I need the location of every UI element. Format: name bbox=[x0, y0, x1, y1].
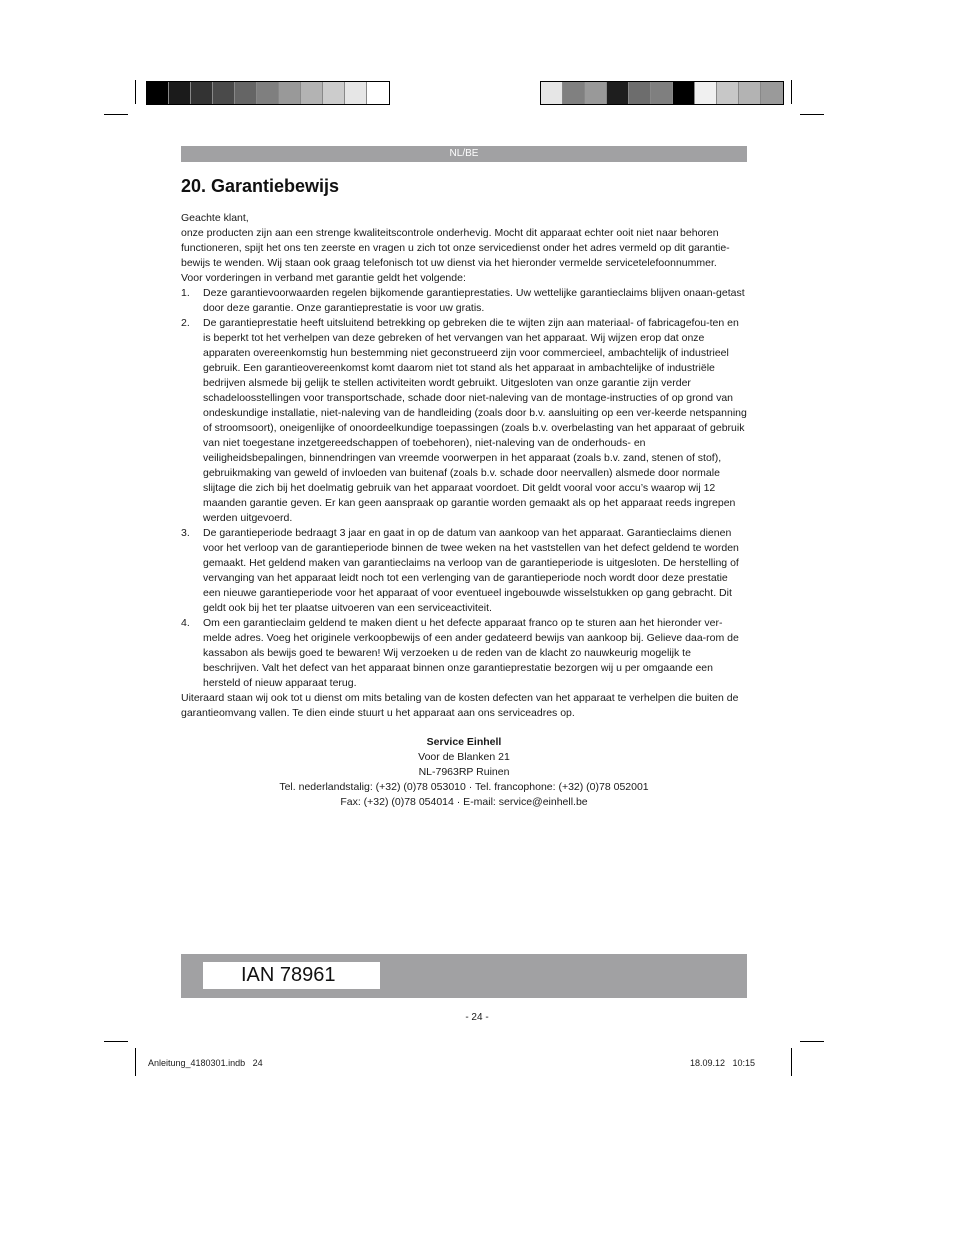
page-number: - 24 - bbox=[465, 1012, 489, 1023]
crop-mark-top-right-h bbox=[800, 114, 824, 115]
salutation: Geachte klant, bbox=[181, 212, 249, 224]
color-swatch bbox=[169, 82, 191, 104]
service-name: Service Einhell bbox=[426, 736, 502, 748]
crop-mark-bottom-left-v bbox=[135, 1048, 136, 1076]
color-swatch bbox=[629, 82, 651, 104]
footer-date-info: 18.09.12 10:15 bbox=[690, 1058, 756, 1068]
service-address-block bbox=[181, 735, 747, 810]
intro-paragraph: onze producten zijn aan een strenge kwaliteitscontrole onderhevig. Mocht dit apparaat echter ooit niet naar behoren functioneren, spijt het ons ten zeerste en vragen u zich tot onze servicedienst onder het adres vermeld op dit garantie-bewijs te wenden. Wij staan ook graag telefonisch tot uw dienst via het hieronder vermelde servicetelefoonnummer. bbox=[181, 227, 730, 269]
color-calibration-bar-left bbox=[146, 81, 390, 105]
list-item bbox=[181, 526, 747, 616]
service-street: Voor de Blanken 21 bbox=[418, 751, 510, 763]
crop-mark-bottom-left-h bbox=[104, 1041, 128, 1042]
list-item-text: Om een garantieclaim geldend te maken dient u het defecte apparaat franco op te sturen aan het hieronder ver-melde adres. Voeg het originele verkoopbewijs of een ander gedateerd bewijs van aankoop bij. Gelieve daa-rom de kassabon als bewijs goed te bewaren! Wij verzoeken u de reden van de klacht zo nauwkeurig mogelijk te beschrijven. Valt het defect van het apparaat binnen onze garantieprestatie bezorgen wij u per omgaande een hersteld of nieuw apparaat terug. bbox=[203, 617, 739, 689]
color-swatch bbox=[147, 82, 169, 104]
color-swatch bbox=[717, 82, 739, 104]
color-swatch bbox=[301, 82, 323, 104]
color-swatch bbox=[739, 82, 761, 104]
color-swatch bbox=[651, 82, 673, 104]
color-swatch bbox=[761, 82, 783, 104]
crop-mark-top-left-v bbox=[135, 80, 136, 104]
color-swatch bbox=[563, 82, 585, 104]
list-item-text: De garantieperiode bedraagt 3 jaar en gaat in op de datum van aankoop van het apparaat. Garantieclaims dienen voor het verloop van de garantieperiode binnen de twee weken na het vaststellen van het defect geldend te worden gemaakt. Het geldend maken van garantieclaims na verloop van de garantieperiode is uitgesloten. De herstelling of vervanging van het apparaat leidt noch tot een verlenging van de garantieperiode noch wordt door deze prestatie een nieuwe garantieperiode voor het apparaat of voor eventueel ingebouwde wisselstukken op gang gebracht. Dit geldt ook bij het ter plaatse uitvoeren van een serviceactiviteit. bbox=[203, 527, 739, 614]
list-item bbox=[181, 316, 747, 526]
color-swatch bbox=[235, 82, 257, 104]
color-swatch bbox=[257, 82, 279, 104]
list-item-text: Deze garantievoorwaarden regelen bijkomende garantieprestaties. Uw wettelijke garantieclaims blijven onaan-getast door deze garantie. Onze garantieprestatie is voor uw gratis. bbox=[203, 287, 745, 314]
color-swatch bbox=[607, 82, 629, 104]
footer-file-info: Anleitung_4180301.indb 24 bbox=[148, 1058, 263, 1068]
color-swatch bbox=[345, 82, 367, 104]
lead-paragraph: Voor vorderingen in verband met garantie geldt het volgende: bbox=[181, 272, 466, 284]
color-swatch bbox=[367, 82, 389, 104]
list-item-number: 2. bbox=[181, 317, 190, 329]
list-item-number: 4. bbox=[181, 617, 190, 629]
color-swatch bbox=[213, 82, 235, 104]
crop-mark-bottom-right-v bbox=[791, 1048, 792, 1076]
conditions-list bbox=[181, 286, 747, 691]
service-city: NL-7963RP Ruinen bbox=[418, 766, 510, 778]
list-item-text: De garantieprestatie heeft uitsluitend betrekking op gebreken die te wijten zijn aan materiaal- of fabricagefou-ten en is beperkt tot het verhelpen van deze gebreken of het vervangen van het apparaat. Wij wijzen erop dat onze apparaten overeenkomstig hun bestemming niet geconstrueerd zijn voor commercieel, ambachtelijk of industrieel gebruik. Een garantieovereenkomst komt daarom niet tot stand als het apparaat in ambachtelijke of industriële bedrijven alsmede bij gelijk te stellen activiteiten wordt gebruikt. Uitgesloten van onze garantie zijn verder schadeloosstellingen voor transportschade, schade door niet-naleving van de montage-instructies of op grond van ondeskundige installatie, niet-naleving van de handleiding (zoals door b.v. aansluiting op een ver-keerde netspanning of stroomsoort), oneigenlijke of onoordeelkundige toepassingen (zoals b.v. overbelasting van het apparaat of gebruik van niet toegestane inzetgereedschappen of toebehoren), niet-naleving van de onderhouds- en veiligheidsbepalingen, binnendringen van vreemde voorwerpen in het apparaat (zoals b.v. zand, stenen of stof), gebruikmaking van geweld of invloeden van buitenaf (zoals b.v. schade door neervallen) alsmede door normale slijtage die zich bij het doelmatig gebruik van het apparaat voordoet. Dit geldt vooral voor accu’s waarop wij 12 maanden garantie geven. Er kan geen aanspraak op garantie worden gemaakt als op het apparaat reeds ingrepen werden uitgevoerd. bbox=[203, 317, 747, 524]
color-swatch bbox=[323, 82, 345, 104]
crop-mark-top-left-h bbox=[104, 114, 128, 115]
list-item-number: 1. bbox=[181, 287, 190, 299]
ian-band bbox=[181, 954, 747, 998]
color-swatch bbox=[585, 82, 607, 104]
ian-label: IAN 78961 bbox=[203, 962, 380, 989]
list-item bbox=[181, 616, 747, 691]
crop-mark-bottom-right-h bbox=[800, 1041, 824, 1042]
color-calibration-bar-right bbox=[540, 81, 784, 105]
crop-mark-top-right-v bbox=[791, 80, 792, 104]
list-item bbox=[181, 286, 747, 316]
color-swatch bbox=[541, 82, 563, 104]
service-fax-email: Fax: (+32) (0)78 054014 · E-mail: service@einhell.be bbox=[340, 796, 588, 808]
language-label: NL/BE bbox=[449, 148, 479, 159]
language-header-bar bbox=[181, 146, 747, 162]
service-phone: Tel. nederlandstalig: (+32) (0)78 053010 · Tel. francophone: (+32) (0)78 052001 bbox=[279, 781, 649, 793]
color-swatch bbox=[279, 82, 301, 104]
color-swatch bbox=[695, 82, 717, 104]
color-swatch bbox=[673, 82, 695, 104]
color-swatch bbox=[191, 82, 213, 104]
section-title: 20. Garantiebewijs bbox=[181, 176, 340, 196]
list-item-number: 3. bbox=[181, 527, 190, 539]
closing-paragraph: Uiteraard staan wij ook tot u dienst om mits betaling van de kosten defecten van het apparaat te verhelpen die buiten de garantieomvang vallen. Te dien einde stuurt u het apparaat aan ons serviceadres op. bbox=[181, 692, 739, 719]
warranty-text bbox=[181, 211, 747, 721]
